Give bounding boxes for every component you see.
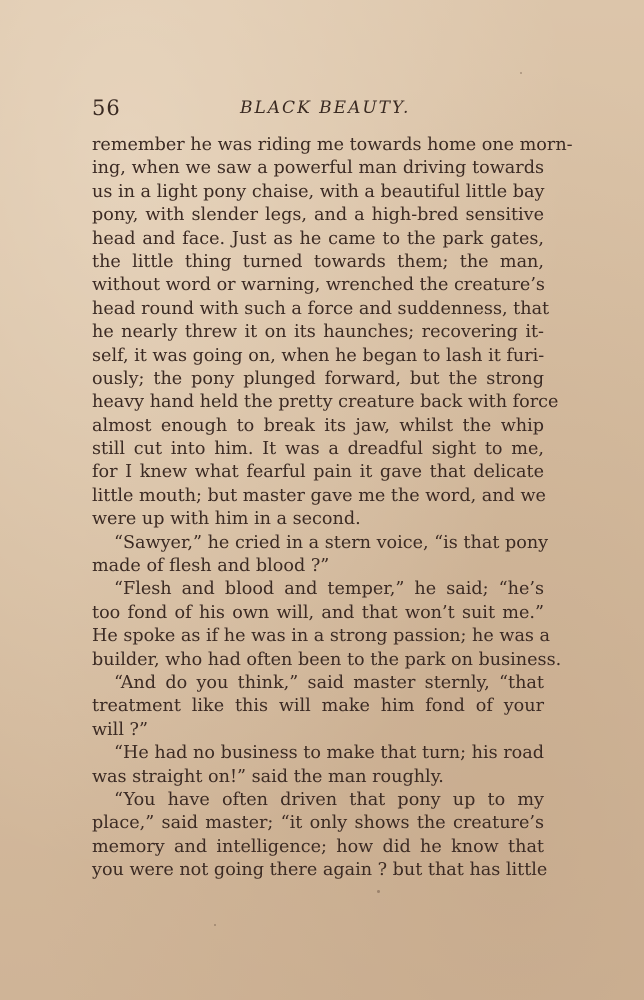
- text-line: memory and intelligence; how did he know that: [92, 836, 544, 857]
- text-line: little mouth; but master gave me the word, and we: [92, 485, 546, 506]
- text-line: without word or warning, wrenched the creature’s: [92, 275, 545, 296]
- text-line: treatment like this will make him fond of your: [92, 696, 544, 717]
- text-line: place,” said master; “it only shows the creature’s: [92, 813, 544, 834]
- text-line: were up with him in a second.: [92, 509, 361, 530]
- paper-speck: [214, 924, 216, 926]
- text-line: was straight on!” said the man roughly.: [92, 766, 444, 787]
- text-line: “He had no business to make that turn; his road: [114, 743, 544, 764]
- text-line: self, it was going on, when he began to lash it furi-: [92, 345, 545, 366]
- text-line: head round with such a force and suddenness, that: [92, 298, 550, 319]
- text-line: He spoke as if he was in a strong passion; he was a: [92, 626, 551, 647]
- text-line: will ?”: [92, 719, 148, 740]
- text-line: for I knew what fearful pain it gave that delicate: [92, 462, 544, 483]
- text-line: he nearly threw it on its haunches; recovering it-: [92, 322, 544, 343]
- page-header: [92, 96, 546, 126]
- text-line: you were not going there again ? but that has little: [92, 860, 548, 881]
- text-line: “Flesh and blood and temper,” he said; “he’s: [114, 579, 544, 600]
- text-line: ing, when we saw a powerful man driving towards: [92, 158, 544, 179]
- text-line: “You have often driven that pony up to my: [114, 789, 544, 810]
- text-line: too fond of his own will, and that won’t suit me.”: [92, 602, 544, 623]
- paper-speck: [377, 890, 380, 893]
- text-line: “Sawyer,” he cried in a stern voice, “is that pony: [114, 532, 549, 553]
- text-line: us in a light pony chaise, with a beautiful little bay: [92, 181, 545, 202]
- text-line: pony, with slender legs, and a high-bred sensitive: [92, 205, 544, 226]
- text-line: “And do you think,” said master sternly, “that: [114, 672, 544, 693]
- text-line: still cut into him. It was a dreadful sight to me,: [92, 439, 544, 460]
- paper-speck: [520, 72, 522, 74]
- text-line: almost enough to break its jaw, whilst the whip: [92, 415, 544, 436]
- text-line: the little thing turned towards them; the man,: [92, 251, 544, 272]
- text-line: remember he was riding me towards home one morn-: [92, 135, 573, 155]
- body-text: [92, 134, 573, 883]
- running-head-title: BLACK BEAUTY.: [240, 98, 411, 118]
- page-number: 56: [92, 96, 121, 120]
- text-line: made of flesh and blood ?”: [92, 556, 330, 577]
- text-line: ously; the pony plunged forward, but the strong: [92, 368, 544, 389]
- text-line: heavy hand held the pretty creature back with force: [92, 392, 559, 413]
- text-line: builder, who had often been to the park on business.: [92, 649, 562, 670]
- text-line: head and face. Just as he came to the park gates,: [92, 228, 544, 249]
